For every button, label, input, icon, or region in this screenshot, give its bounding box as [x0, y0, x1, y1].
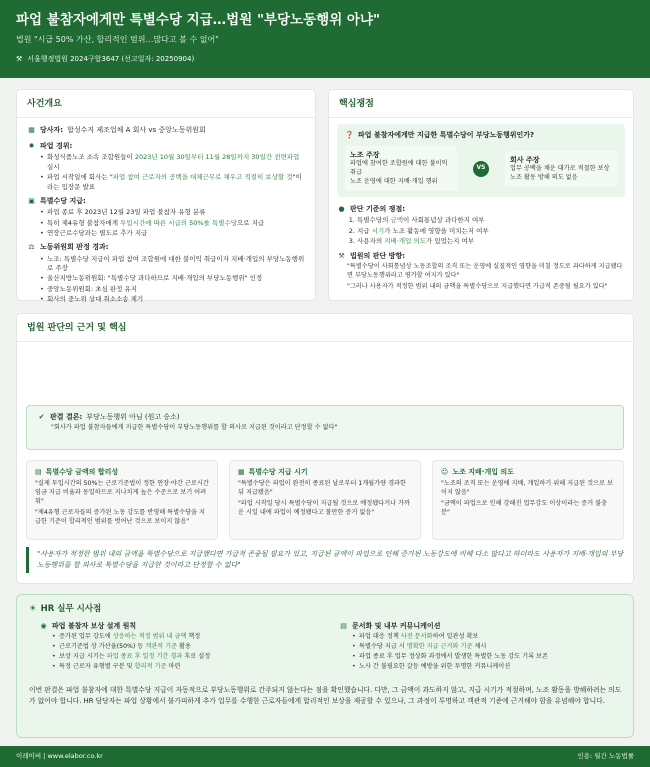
question-icon: ❓ — [345, 131, 354, 140]
lightbulb-icon: ☀ — [29, 604, 37, 614]
dispute-box — [337, 124, 625, 197]
union-line: 파업에 참여한 조합원에 대한 불이익 취급 — [350, 160, 448, 177]
list-item: • 증가된 업무 강도에 상응하는 적정 범위 내 금액 책정 — [59, 633, 329, 642]
users-icon: ☺ — [441, 468, 449, 476]
criteria-label: 판단 기준의 쟁점: — [350, 205, 406, 214]
list-item: • 울산지방노동위원회: "특별수당 과다하므로 지배·개입의 부당노동행위" 인정 — [47, 274, 305, 283]
intent-card — [432, 460, 624, 540]
hr-right — [339, 621, 629, 673]
direction-label: 법원의 판단 방향: — [350, 251, 406, 260]
conclusion-value: 부당노동행위 아님 (원고 승소) — [86, 413, 180, 421]
list-item: • 파업 종료 후 2023년 12월 23일 파업 불참자 유형 분류 — [47, 208, 305, 217]
amount-title: 특별수당 금액의 합리성 — [45, 468, 119, 476]
criteria-heading — [337, 204, 625, 214]
hr-left-list — [39, 633, 329, 672]
timing-card — [229, 460, 421, 540]
allowance-list — [27, 208, 305, 238]
criteria-list — [337, 216, 625, 246]
labor-list — [27, 255, 305, 305]
hr-right-title: 문서화 및 내부 커뮤니케이션 — [352, 622, 441, 630]
list-item: • 노조: 특별수당 지급이 파업 참여 조합원에 대한 불이익 취급이자 지배·개입의 부당노동행위로 주장 — [47, 255, 305, 274]
vs-badge: VS — [473, 161, 489, 177]
hr-right-list — [339, 633, 629, 672]
conclusion-row — [37, 412, 613, 422]
list-item: 1. 특별수당의 금액이 사회통념상 과다한지 여부 — [357, 216, 625, 225]
page-title: 파업 불참자에게만 특별수당 지급…법원 "부당노동행위 아냐" — [16, 12, 381, 28]
list-item: • 회사의 중노위 상대 취소소송 제기 — [47, 295, 305, 304]
intent-title: 노조 지배·개입 의도 — [452, 468, 514, 476]
scale-icon: ⚖ — [28, 243, 35, 252]
footer-source: 인용: 월간 노동법률 — [577, 751, 634, 760]
list-item: • 파업 시작일에 회사는 "파업 참여 근로자의 공백을 대체근무로 채우고 적절히 보상할 것"이라는 입장문 발표 — [47, 173, 305, 192]
allowance-label: 특별수당 지급: — [40, 197, 86, 206]
list-item: • 특별수당 지급 시 명확한 지급 근거와 기준 제시 — [359, 643, 629, 652]
list-item: • 중앙노동위원회: 초심 판정 유지 — [47, 285, 305, 294]
fire-icon: ✹ — [28, 142, 35, 151]
union-line: 노조 운영에 대한 지배·개입 행위 — [350, 178, 438, 186]
allowance-heading — [27, 196, 305, 206]
list-item: • 보상 지급 시기는 파업 종료 후 일정 기간 경과 후로 설정 — [59, 653, 329, 662]
company-claim — [505, 151, 617, 187]
strike-list — [27, 153, 305, 192]
chart-icon: ▤ — [35, 468, 42, 476]
party-row — [27, 125, 305, 135]
big-quote — [26, 547, 624, 573]
footer-site: 이레이버 | www.elabor.co.kr — [16, 751, 103, 760]
list-item: • 파업 종료 후 업무 정상화 과정에서 발생한 특별한 노동 강도 기록 보존 — [359, 653, 629, 662]
issues-title: 핵심쟁점 — [329, 90, 633, 118]
company-line: 업무 공백을 채운 대가로 적절한 보상 — [510, 164, 610, 172]
hr-left-heading — [39, 621, 329, 631]
gavel-icon: ⚒ — [16, 54, 23, 63]
hr-title: HR 실무 시사점 — [40, 604, 102, 614]
amount-card — [26, 460, 218, 540]
conclusion-label: 판결 결론: — [50, 413, 83, 421]
question-text: 파업 불참자에게만 지급한 특별수당이 부당노동행위인가? — [358, 131, 535, 140]
conclusion-panel — [26, 405, 624, 450]
list-item: • 특정 근로자 유형별 구분 및 합리적 기준 마련 — [59, 663, 329, 672]
hr-summary: 이번 판결은 파업 불참자에 대한 특별수당 지급이 자동적으로 부당노동행위로 간주되지 않는다는 점을 확인했습니다. 다만, 그 금액이 과도하지 않고, 지급 시기가 적절하며, 노조 활동을 방해하려는 의도가 없어야 합니다. HR 담당자는 파업 상황에서 불가피하게 추가 업무를 수행한 근로자들에게 합리적인 보상을 제공할 수 있으나, 그 과정이 투명하고 객관적 기준에 근거해야 함을 유념해야 합니다. — [29, 686, 622, 705]
page-subtitle: 법원 "시급 50% 가산, 합리적인 범위…많다고 볼 수 없어" — [16, 35, 219, 44]
party-value: 합성수지 제조업체 A 회사 vs 중앙노동위원회 — [67, 126, 206, 135]
party-label: 당사자: — [40, 126, 64, 135]
hr-card — [16, 594, 634, 738]
timing-quote: "특별수당은 파업이 완전히 종료된 날로부터 1개월가량 경과한 뒤 지급됐음" — [238, 480, 407, 497]
union-claim — [345, 146, 457, 191]
document-icon: ▤ — [340, 622, 347, 630]
user-icon: ◉ — [40, 622, 47, 630]
timing-title: 특별수당 지급 시기 — [248, 468, 308, 476]
labor-heading — [27, 242, 305, 252]
hr-left-title: 파업 불참자 보상 설계 원칙 — [52, 622, 137, 630]
gavel-icon: ⚒ — [338, 251, 345, 260]
list-item: • 근로기준법 상 가산율(50%) 등 객관적 기준 활용 — [59, 643, 329, 652]
question-row — [345, 130, 617, 140]
strike-heading — [27, 141, 305, 151]
labor-label: 노동위원회 판정 경과: — [40, 243, 109, 252]
list-item: • 노사 간 불필요한 갈등 예방을 위한 투명한 커뮤니케이션 — [359, 663, 629, 672]
hr-left — [39, 621, 329, 673]
direction-quote: "특별수당이 사회통념상 노동조합의 조직 또는 운영에 실질적인 영향을 미칠 정도로 과다하게 지급됐다면 부당노동행위라고 평가할 여지가 있다" — [347, 262, 623, 279]
basis-title: 법원 판단의 근거 및 핵심 — [17, 314, 633, 342]
list-item: • 연장근로수당과는 별도로 추가 지급 — [47, 229, 305, 238]
timing-quote: "파업 시작일 당시 특별수당이 지급될 것으로 예정됐다거나 가까운 시일 내에 파업이 예정됐다고 볼만한 증거 없음" — [238, 500, 411, 517]
list-item: 2. 지급 시기가 노조 활동에 영향을 미치는지 여부 — [357, 227, 625, 236]
building-icon: ▦ — [28, 126, 35, 135]
company-title: 회사 주장 — [510, 155, 540, 164]
direction-quote: "그러나 사용자가 적정한 범위 내의 금액을 특별수당으로 지급했다면 가급적 존중될 필요가 있다" — [347, 282, 608, 290]
list-item: 3. 사용자의 지배·개입 의도가 있었는지 여부 — [357, 237, 625, 246]
company-line: 노조 활동 방해 의도 없음 — [510, 173, 578, 181]
check-circle-icon: ✔ — [38, 413, 45, 421]
amount-quote: "제4유형 근로자들의 증가된 노동 강도를 반영해 특별수당을 지급한 기준이 합리적인 범위를 벗어난 것으로 보이지 않음" — [35, 509, 205, 526]
list-item: • 특히 제4유형 불참자에게 투입시간에 따른 시급의 50%를 특별수당으로 지급 — [47, 219, 305, 228]
calendar-icon: ▦ — [238, 468, 245, 476]
intent-quote: "노조의 조직 또는 운영에 지배, 개입하기 위해 지급된 것으로 보이지 않음" — [441, 480, 613, 497]
hr-right-heading — [339, 621, 629, 631]
page-footer — [0, 746, 650, 767]
overview-card — [16, 89, 316, 304]
direction-heading — [337, 251, 625, 261]
union-title: 노조 주장 — [350, 151, 380, 160]
list-item: • 파업 대응 정책 사전 문서화하여 일관성 확보 — [359, 633, 629, 642]
big-quote-text: "사용자가 적정한 범위 내의 금액을 특별수당으로 지급했다면 가급적 존중될 필요가 있고, 지급된 금액이 파업으로 인해 증가된 노동강도에 비해 다소 많다고 하더라도 사용자가 지배·개입의 부당노동행위를 할 의사로 특별수당을 지급한 것이라고 단정할 수 없다" — [37, 550, 624, 569]
conclusion-quote: "회사가 파업 불참자들에게 지급한 특별수당이 부당노동행위를 할 의사로 지급된 것이라고 단정할 수 없다" — [51, 424, 338, 432]
issues-card — [328, 89, 634, 301]
intent-quote: "금액이 파업으로 인해 강해진 업무강도 이상이라는 증거 불충분" — [441, 500, 608, 517]
money-icon: ▣ — [28, 197, 35, 206]
amount-quote: "실제 투입시간의 50%는 근로기준법이 정한 연장·야간 근로시간 임금 지급 비율과 동일하므로 지나치게 높은 수준으로 보기 어려워" — [35, 480, 209, 506]
case-info — [16, 54, 634, 64]
hr-heading — [29, 603, 101, 615]
list-item: • 화성식품노조 소속 조합원들이 2023년 10월 30일부터 11월 28일까지 30일간 전면파업 실시 — [47, 153, 305, 172]
bullet-icon: ● — [338, 205, 345, 214]
case-number: 서울행정법원 2024구합3647 (선고일자: 20250904) — [27, 54, 195, 63]
page-header — [0, 0, 650, 78]
overview-title: 사건개요 — [17, 90, 315, 118]
strike-label: 파업 경위: — [40, 142, 73, 151]
